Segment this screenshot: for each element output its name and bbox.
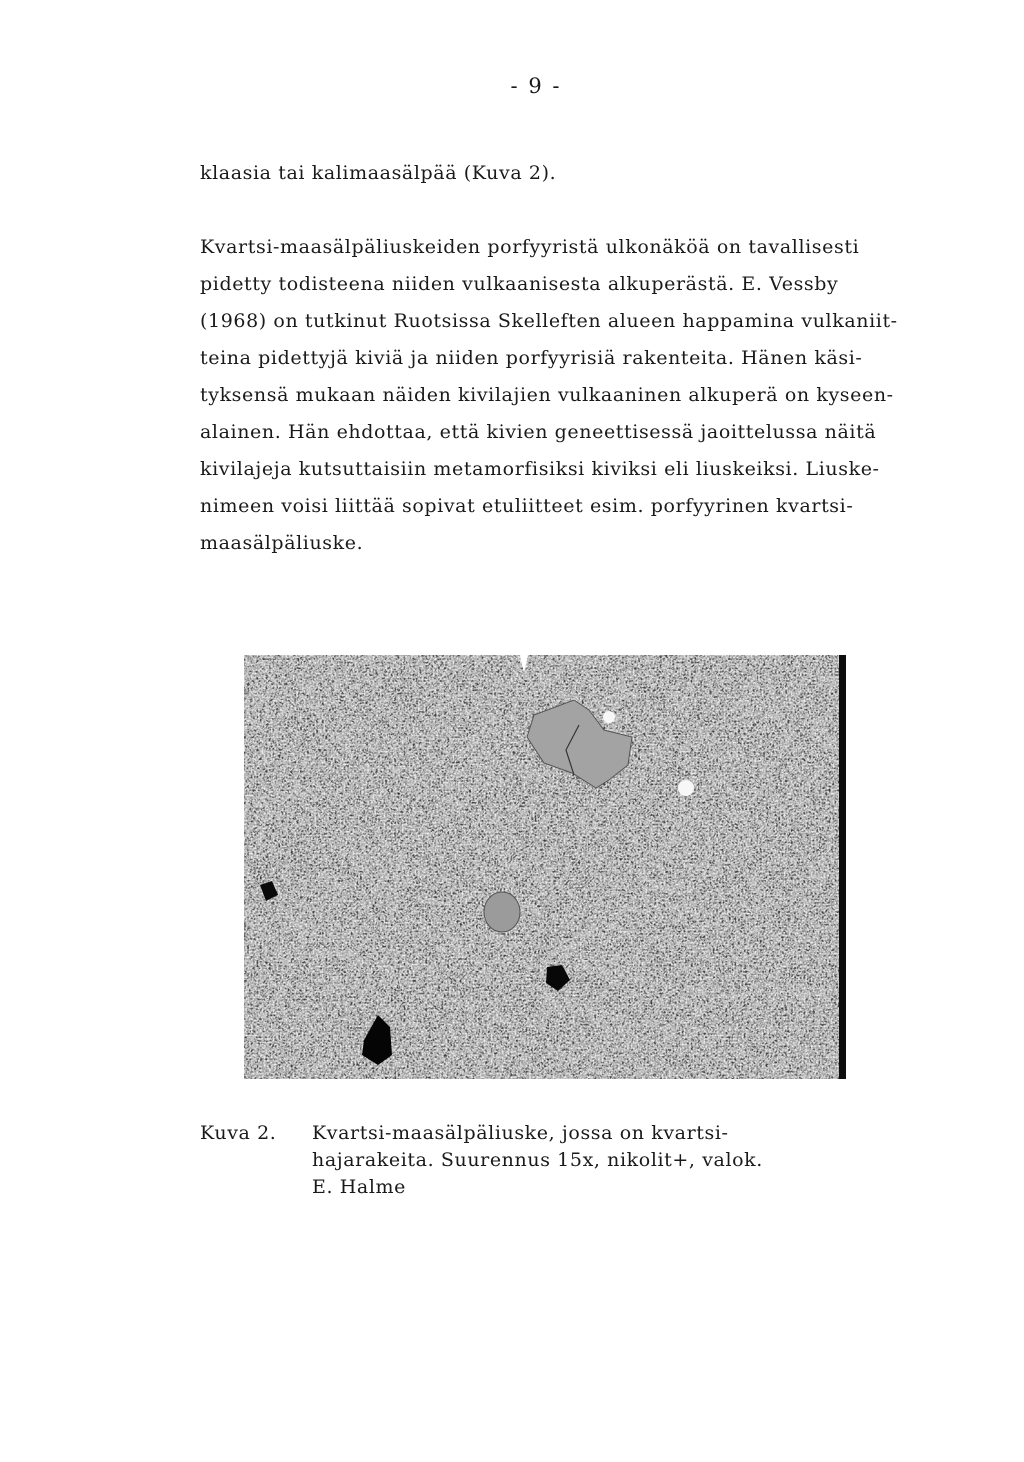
thin-section-photograph (244, 655, 846, 1079)
figure-caption-line: Kvartsi-maasälpäliuske, jossa on kvartsi- (312, 1122, 729, 1144)
figure-caption-line: E. Halme (312, 1176, 406, 1198)
text-line: (1968) on tutkinut Ruotsissa Skelleften alueen happamina vulkaniit- (200, 310, 898, 332)
page-number: - 9 - (510, 74, 562, 98)
text-line: maasälpäliuske. (200, 532, 364, 554)
text-line: Kvartsi-maasälpäliuskeiden porfyyristä ulkonäköä on tavallisesti (200, 236, 860, 258)
text-line: kivilajeja kutsuttaisiin metamorfisiksi kiviksi eli liuskeiksi. Liuske- (200, 458, 880, 480)
text-line: klaasia tai kalimaasälpää (Kuva 2). (200, 162, 557, 184)
text-line: nimeen voisi liittää sopivat etuliitteet esim. porfyyrinen kvartsi- (200, 495, 854, 517)
figure-caption-line: hajarakeita. Suurennus 15x, nikolit+, valok. (312, 1149, 763, 1171)
figure-label: Kuva 2. (200, 1122, 277, 1144)
text-line: teina pidettyjä kiviä ja niiden porfyyrisiä rakenteita. Hänen käsi- (200, 347, 863, 369)
text-line: alainen. Hän ehdottaa, että kivien geneettisessä jaoittelussa näitä (200, 421, 877, 443)
text-line: pidetty todisteena niiden vulkaanisesta alkuperästä. E. Vessby (200, 273, 839, 295)
quartz-grain (484, 892, 520, 932)
text-line: tyksensä mukaan näiden kivilajien vulkaaninen alkuperä on kyseen- (200, 384, 894, 406)
